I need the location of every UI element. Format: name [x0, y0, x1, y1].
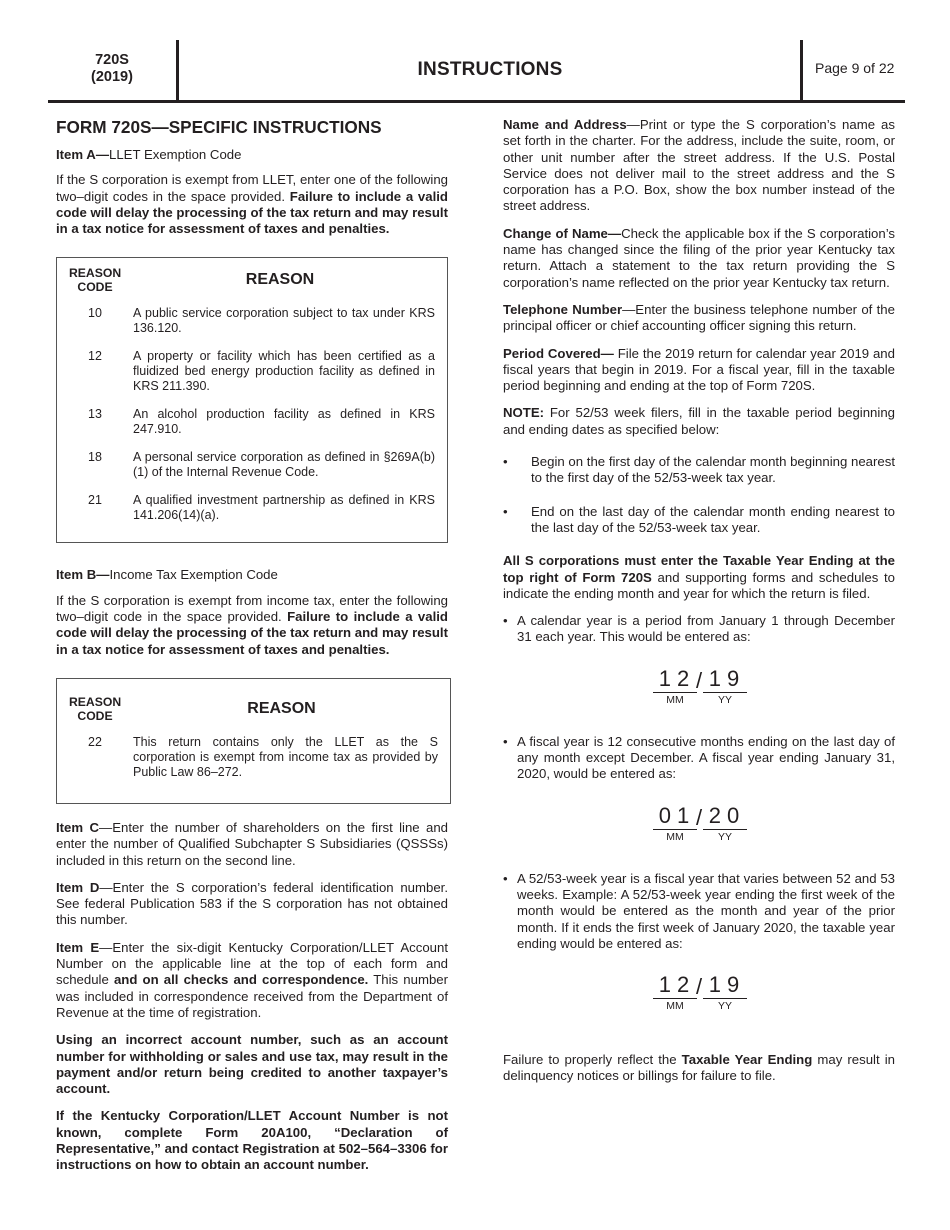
failure-text-end: may result in delinquency notices or billings for failure to file. [503, 1052, 895, 1084]
month-value: 12 [653, 972, 697, 999]
left-column [56, 117, 448, 1185]
item-d-label: Item D [56, 879, 100, 895]
income-tax-exemption-table [56, 678, 451, 804]
reason-text: A property or facility which has been certified as a fluidized bed energy production facility as defined in KRS 211.390. [133, 349, 435, 394]
month-field [653, 972, 697, 1012]
reason-code-header: REASON CODE [69, 266, 122, 295]
table-row [57, 407, 447, 437]
year-value: 19 [703, 972, 747, 999]
reason-header: REASON [247, 699, 316, 717]
note-bullet-begin: Begin on the first day of the calendar month beginning nearest to the first day of the 52/53-week tax year. [531, 454, 895, 486]
item-c [56, 820, 448, 869]
failure-notice [503, 1052, 895, 1085]
table-header [57, 266, 447, 294]
month-field [653, 666, 697, 706]
item-d [56, 880, 448, 929]
name-and-address [503, 117, 895, 215]
taxable-year-emphasis: All S corporations must enter the Taxable Year Ending at the top right of Form 720S [503, 553, 895, 585]
table-rows [57, 306, 447, 523]
bullet-icon: • [503, 454, 508, 470]
list-item [503, 504, 895, 537]
reason-text: This return contains only the LLET as the S corporation is exempt from income tax as provided by Public Law 86–272. [133, 734, 438, 779]
month-label: MM [666, 693, 684, 706]
item-a-heading [56, 147, 448, 163]
reason-text: A public service corporation subject to tax under KRS 136.120. [133, 306, 435, 336]
table-row [57, 450, 447, 480]
table-row [57, 735, 450, 780]
month-label: MM [666, 1000, 684, 1013]
item-b-text: If the S corporation is exempt from income tax, enter the following two–digit code in the space provided. [56, 592, 448, 625]
item-e-emphasis: and on all checks and correspondence. [113, 972, 369, 988]
month-value: 12 [653, 666, 697, 693]
table-row [57, 349, 447, 394]
month-field [653, 803, 697, 843]
item-e [56, 940, 448, 1021]
name-address-label: Name and Address [503, 117, 627, 132]
reason-text: A personal service corporation as defined in §269A(b)(1) of the Internal Revenue Code. [133, 450, 435, 480]
year-label: YY [717, 1000, 732, 1013]
note-text: For 52/53 week filers, fill in the taxable period beginning and ending dates as specified below: [503, 405, 895, 437]
bullet-icon: • [503, 733, 508, 749]
item-a-title: LLET Exemption Code [109, 147, 242, 162]
item-b-body [56, 593, 448, 658]
page-title: INSTRUCTIONS [417, 59, 563, 80]
reason-code-header: REASON CODE [69, 694, 122, 723]
date-separator: / [696, 804, 703, 830]
year-value: 19 [703, 666, 747, 693]
reason-code: 10 [88, 306, 102, 321]
item-e-text-end: This number was included in correspondence received from the Department of Revenue at the time of registration. [56, 972, 449, 1020]
account-number-warning: Using an incorrect account number, such as an account number for withholding or sales and use tax, may result in the payment and/or return being credited to another taxpayer’s account. [56, 1032, 448, 1097]
period-label: Period Covered— [503, 345, 614, 361]
table-row [57, 493, 447, 523]
reason-code: 13 [88, 407, 102, 422]
failure-text: Failure to properly reflect the [503, 1052, 682, 1068]
page-number: Page 9 of 22 [800, 40, 905, 100]
table-rows [57, 735, 450, 780]
reason-header: REASON [245, 271, 315, 289]
telephone-number [503, 302, 895, 335]
date-example-calendar [503, 666, 895, 712]
date-example-fiscal [503, 803, 895, 849]
date-example-52-53-week [503, 972, 895, 1018]
item-b-heading [56, 567, 448, 583]
form-id-box [48, 40, 179, 100]
name-address-text: —Print or type the S corporation’s name as set forth in the charter. For the address, include the suite, room, or other unit number after the street address. If the U.S. Postal Service does not deliver mail to the street address and the S corporation has a P.O. Box, show the box number instead of the street address. [503, 117, 895, 214]
bullet-icon: • [503, 870, 508, 886]
date-separator: / [696, 667, 703, 693]
item-e-label: Item E [56, 939, 100, 955]
date-separator: / [696, 974, 703, 1000]
failure-emphasis: Taxable Year Ending [681, 1052, 813, 1068]
llet-exemption-table [56, 257, 448, 543]
table-header [57, 695, 450, 723]
period-text: File the 2019 return for calendar year 2019 and fiscal years that begin in 2019. For a fiscal year, fill in the taxable period beginning and ending at the top of Form 720S. [503, 345, 895, 394]
telephone-text: —Enter the business telephone number of the principal officer or chief accounting officer signing this return. [503, 301, 895, 334]
item-a-warning: Failure to include a valid code will delay the processing of the tax return and may result in a tax notice for assessment of taxes and penalties. [56, 188, 448, 237]
change-of-name [503, 226, 895, 291]
note [503, 405, 895, 438]
right-column [503, 117, 895, 1096]
reason-text: A qualified investment partnership as defined in KRS 141.206(14)(a). [133, 493, 435, 523]
item-e-text: —Enter the six-digit Kentucky Corporation/LLET Account Number on the applicable line at the top of each form and schedule [56, 939, 449, 988]
month-value: 01 [653, 803, 697, 830]
section-title: FORM 720S—SPECIFIC INSTRUCTIONS [56, 117, 382, 137]
year-field [703, 972, 747, 1012]
list-item [503, 871, 895, 952]
change-name-text: Check the applicable box if the S corporation’s name has changed since the filing of the prior year Kentucky tax return. Attach a statement to the tax return providing the S corporation’s name reflected on the prior year Kentucky tax return. [503, 225, 895, 290]
year-field [703, 666, 747, 706]
item-a-text: If the S corporation is exempt from LLET, enter one of the following two–digit codes in the space provided. [56, 172, 448, 204]
fiscal-year-example: A fiscal year is 12 consecutive months ending on the last day of any month except December. A fiscal year ending January 31, 2020, would be entered as: [517, 733, 895, 782]
note-bullet-end: End on the last day of the calendar month ending nearest to the last day of the 52/53-week tax year. [531, 503, 895, 535]
period-covered [503, 346, 895, 395]
year-label: YY [717, 830, 732, 843]
year-label: YY [717, 693, 732, 706]
account-number-unknown-note: If the Kentucky Corporation/LLET Account Number is not known, complete Form 20A100, “Declaration of Representative,” and contact Registration at 502–564–3306 for instructions on how to obtain an account number. [56, 1108, 448, 1173]
page-header [48, 40, 905, 103]
item-a-body [56, 172, 448, 237]
item-c-text: —Enter the number of shareholders on the first line and enter the number of Qualified Subchapter S Subsidiaries (QSSSs) included in this return on the second line. [56, 819, 448, 868]
change-name-label: Change of Name— [503, 225, 622, 241]
list-item [503, 454, 895, 487]
item-d-text: —Enter the S corporation’s federal identification number. See federal Publication 583 if the S corporation has not obtained this number. [56, 879, 448, 928]
year-field [703, 803, 747, 843]
note-label: NOTE: [503, 405, 545, 421]
telephone-label: Telephone Number [503, 301, 623, 317]
item-b-label: Item B— [56, 567, 110, 583]
list-item [503, 734, 895, 783]
table-row [57, 306, 447, 336]
item-c-label: Item C [56, 819, 99, 835]
reason-code: 21 [88, 493, 102, 508]
form-number: 720S [95, 52, 129, 68]
reason-code: 22 [88, 734, 102, 749]
reason-code: 12 [88, 349, 102, 364]
year-value: 20 [703, 803, 747, 830]
reason-code: 18 [88, 450, 102, 465]
reason-text: An alcohol production facility as defined in KRS 247.910. [133, 407, 435, 437]
item-b-title: Income Tax Exemption Code [109, 567, 278, 583]
month-label: MM [666, 830, 684, 843]
item-a-label: Item A— [56, 147, 110, 162]
taxable-year-instruction [503, 553, 895, 602]
taxable-year-text: and supporting forms and schedules to indicate the ending month and year for which the return is filed. [503, 569, 895, 601]
bullet-icon: • [503, 613, 508, 629]
list-item [503, 613, 895, 646]
calendar-year-example: A calendar year is a period from January 1 through December 31 each year. This would be entered as: [517, 613, 895, 645]
item-b-warning: Failure to include a valid code will delay the processing of the tax return and may result in a tax notice for assessment of taxes and penalties. [56, 609, 448, 657]
form-year: (2019) [91, 69, 133, 85]
week-year-example: A 52/53-week year is a fiscal year that varies between 52 and 53 weeks. Example: A 52/53-week year ending the first week of the month would be entered as the month and year of the prior month. If it ends the first week of January 2020, the taxable year ending would be entered as: [517, 870, 895, 951]
bullet-icon: • [503, 503, 508, 519]
